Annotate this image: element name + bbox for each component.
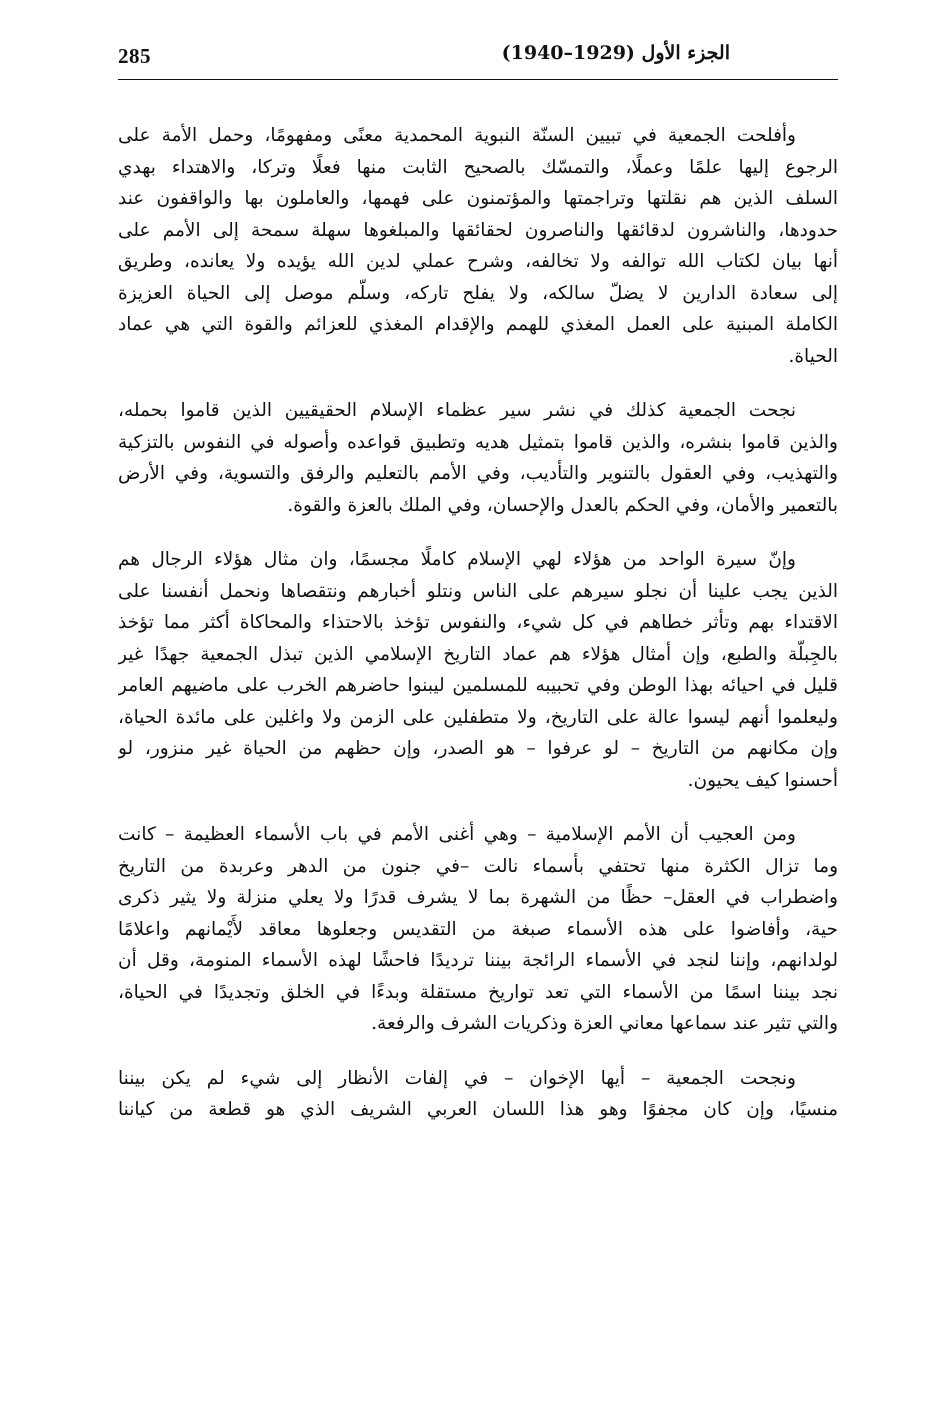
text-line: السلف الذين هم نقلتها وتراجمتها والمؤتمنون على فهمها، والعاملون بها والواقفون عند bbox=[118, 188, 838, 209]
paragraph-3 bbox=[118, 544, 838, 796]
paragraph-1 bbox=[118, 120, 838, 372]
text-line: وما تزال الكثرة منها تحتفي بأسماء نالت –في جنون من الدهر وعربدة من التاريخ bbox=[118, 855, 838, 877]
text-line: قليل في احيائه بهذا الوطن وفي تحبيبه للمسلمين ليبنوا حاضرهم الخرب على ماضيهم العامر bbox=[118, 675, 838, 696]
running-title: الجزء الأول (1929–1940) bbox=[501, 42, 730, 64]
text-line: منسيًا، وإن كان مجفوًا وهو هذا اللسان العربي الشريف الذي هو قطعة من كياننا bbox=[118, 1099, 838, 1120]
text-line: واضطراب في العقل– حظًا من الشهرة بما لا يشرف قدرًا ولا يعلي منزلة ولا يثير ذكرى bbox=[118, 887, 838, 908]
page-header bbox=[118, 40, 838, 80]
text-line: لولدانهم، وإننا لنجد في الأسماء الرائجة بيننا ترديدًا فاحشًا لهذه الأسماء المنومة، وقل أن bbox=[118, 950, 838, 971]
text-line: أحسنوا كيف يحيون. bbox=[687, 769, 838, 791]
text-line: وإنّ سيرة الواحد من هؤلاء لهي الإسلام كاملًا مجسمًا، وان مثال هؤلاء الرجال هم bbox=[118, 549, 796, 570]
text-line: والذين قاموا بنشره، والذين قاموا بتمثيل هديه وتطبيق قواعده وأصوله في النفوس بالتزكية bbox=[118, 431, 838, 453]
text-line: الرجوع إليها علمًا وعملًا، والتمسّك بالصحيح الثابت منها فعلًا وتركا، والاهتداء بهدي bbox=[118, 156, 838, 178]
header-rule bbox=[118, 79, 838, 80]
body-text bbox=[118, 120, 838, 1148]
paragraph-2 bbox=[118, 395, 838, 521]
text-line: أنها بيان لكتاب الله توالفه ولا تخالفه، وشرح عملي لدين الله يؤيده ولا يعانده، وطريق bbox=[118, 251, 838, 272]
text-line: بالتعمير والأمان، وفي الحكم بالعدل والإحسان، وفي الملك بالعزة والقوة. bbox=[287, 494, 838, 516]
text-line: والتهذيب، وفي العقول بالتنوير والتأديب، وفي الأمم بالتعليم والرفق والتسوية، وفي الأرض bbox=[118, 463, 838, 484]
book-page bbox=[118, 40, 838, 1370]
text-line: والتي تثير عند سماعها معاني العزة وذكريات الشرف والرفعة. bbox=[371, 1013, 838, 1034]
text-line: ومن العجيب أن الأمم الإسلامية – وهي أغنى الأمم في باب الأسماء العظيمة – كانت bbox=[118, 824, 796, 845]
text-line: ونجحت الجمعية – أيها الإخوان – في إلفات الأنظار إلى شيء لم يكن بيننا bbox=[118, 1067, 796, 1089]
text-line: الاقتداء بهم وتأثر خطاهم في كل شيء، والنفوس تؤخذ بالاحتذاء والمحاكاة أكثر مما تؤخذ bbox=[118, 612, 838, 633]
page-number: 285 bbox=[118, 44, 151, 68]
text-line: حية، وأفاضوا على هذه الأسماء صبغة من التقديس وجعلوها معاقد لأَيْمانهم واعلامًا bbox=[118, 918, 838, 940]
text-line: حدودها، والناشرون لدقائقها والناصرون لحقائقها والمبلغوها سهلة سمحة إلى الأمم على bbox=[118, 219, 838, 241]
text-line: وليعلموا أنهم ليسوا عالة على التاريخ، ولا متطفلين على الزمن ولا واغلين على مائدة الحياة، bbox=[118, 706, 838, 728]
text-line: إلى سعادة الدارين لا يضلّ سالكه، ولا يفلح تاركه، وسلّم موصل إلى الحياة العزيزة bbox=[118, 282, 838, 304]
text-line: وإن مكانهم من التاريخ – لو عرفوا – هو الصدر، وإن حظهم من الحياة غير منزور، لو bbox=[118, 738, 838, 759]
paragraph-4 bbox=[118, 819, 838, 1040]
text-line: بالجِبلّة والطبع، وإن أمثال هؤلاء هم عماد التاريخ الإسلامي الذين تبذل الجمعية جهدًا غير bbox=[118, 643, 838, 665]
text-line: الذين يجب علينا أن نجلو سيرهم على الناس ونتلو أخبارهم ونتقصاها ونحمل أنفسنا على bbox=[118, 580, 838, 602]
text-line: الكاملة المبنية على العمل المغذي للهمم والإقدام المغذي للعزائم والقوة التي هي عماد bbox=[118, 314, 838, 335]
text-line: نجد بيننا اسمًا من الأسماء التي تعد تواريخ مستقلة وبدءًا في الخلق وتجديدًا في الحياة، bbox=[118, 981, 838, 1003]
paragraph-5 bbox=[118, 1063, 838, 1126]
text-line: نجحت الجمعية كذلك في نشر سير عظماء الإسلام الحقيقيين الذين قاموا بحمله، bbox=[118, 400, 796, 421]
text-line: وأفلحت الجمعية في تبيين السنّة النبوية المحمدية معنًى ومفهومًا، وحمل الأمة على bbox=[118, 125, 796, 146]
text-line: الحياة. bbox=[788, 345, 838, 367]
